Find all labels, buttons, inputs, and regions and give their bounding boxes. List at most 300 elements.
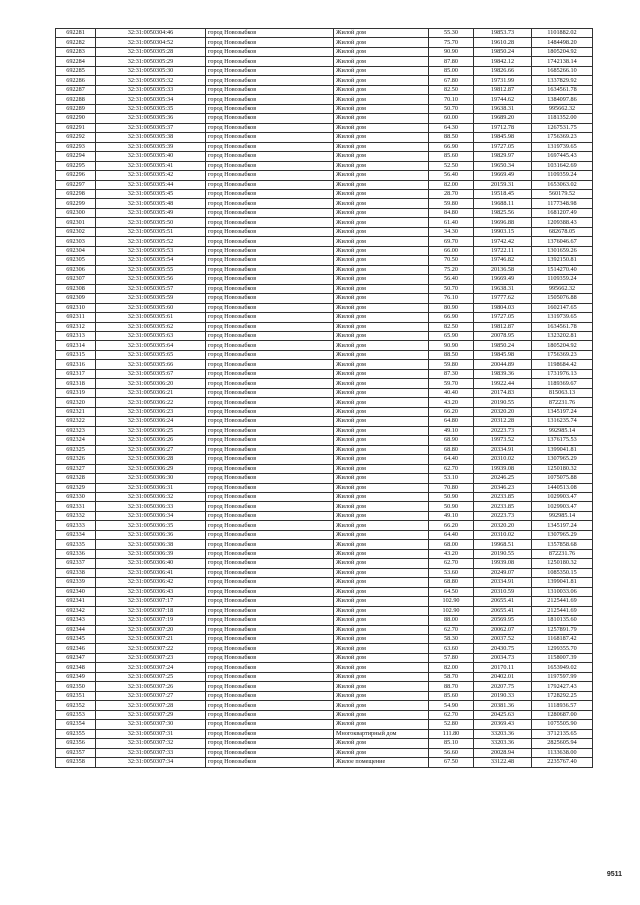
area-cell: 87.80 bbox=[429, 57, 474, 66]
object-type-cell: Жилой дом bbox=[334, 502, 429, 511]
object-type-cell: Жилой дом bbox=[334, 275, 429, 284]
unit-value-cell: 19722.11 bbox=[474, 246, 532, 255]
unit-value-cell: 19922.44 bbox=[474, 379, 532, 388]
object-type-cell: Жилой дом bbox=[334, 455, 429, 464]
area-cell: 67.80 bbox=[429, 76, 474, 85]
row-number-cell: 692348 bbox=[56, 663, 96, 672]
location-cell: город Новозыбков bbox=[206, 104, 334, 113]
object-type-cell: Жилой дом bbox=[334, 407, 429, 416]
unit-value-cell: 19850.24 bbox=[474, 341, 532, 350]
location-cell: город Новозыбков bbox=[206, 710, 334, 719]
cadastral-number-cell: 32:31:0050306:34 bbox=[96, 511, 206, 520]
cadastral-number-cell: 32:31:0050306:41 bbox=[96, 568, 206, 577]
table-row bbox=[56, 29, 593, 38]
location-cell: город Новозыбков bbox=[206, 691, 334, 700]
area-cell: 85.10 bbox=[429, 739, 474, 748]
cadastral-number-cell: 32:31:0050307:25 bbox=[96, 672, 206, 681]
location-cell: город Новозыбков bbox=[206, 616, 334, 625]
unit-value-cell: 19669.49 bbox=[474, 275, 532, 284]
unit-value-cell: 20170.11 bbox=[474, 663, 532, 672]
object-type-cell: Жилой дом bbox=[334, 625, 429, 634]
table-row bbox=[56, 729, 593, 738]
row-number-cell: 692329 bbox=[56, 483, 96, 492]
cadastral-number-cell: 32:31:0050305:40 bbox=[96, 152, 206, 161]
unit-value-cell: 19804.03 bbox=[474, 303, 532, 312]
object-type-cell: Жилой дом bbox=[334, 95, 429, 104]
table-row bbox=[56, 66, 593, 75]
location-cell: город Новозыбков bbox=[206, 341, 334, 350]
object-type-cell: Жилой дом bbox=[334, 171, 429, 180]
area-cell: 88.50 bbox=[429, 133, 474, 142]
object-type-cell: Жилой дом bbox=[334, 208, 429, 217]
location-cell: город Новозыбков bbox=[206, 398, 334, 407]
location-cell: город Новозыбков bbox=[206, 464, 334, 473]
unit-value-cell: 20034.73 bbox=[474, 653, 532, 662]
unit-value-cell: 20320.20 bbox=[474, 521, 532, 530]
row-number-cell: 692327 bbox=[56, 464, 96, 473]
table-row bbox=[56, 587, 593, 596]
table-row bbox=[56, 171, 593, 180]
row-number-cell: 692294 bbox=[56, 152, 96, 161]
location-cell: город Новозыбков bbox=[206, 29, 334, 38]
object-type-cell: Жилой дом bbox=[334, 521, 429, 530]
unit-value-cell: 20312.28 bbox=[474, 417, 532, 426]
cadastral-value-cell: 1250180.32 bbox=[532, 464, 593, 473]
row-number-cell: 692350 bbox=[56, 682, 96, 691]
row-number-cell: 692340 bbox=[56, 587, 96, 596]
area-cell: 28.70 bbox=[429, 189, 474, 198]
table-row bbox=[56, 114, 593, 123]
cadastral-value-cell: 1653063.02 bbox=[532, 180, 593, 189]
area-cell: 43.20 bbox=[429, 549, 474, 558]
cadastral-number-cell: 32:31:0050307:28 bbox=[96, 701, 206, 710]
unit-value-cell: 19845.98 bbox=[474, 350, 532, 359]
cadastral-value-cell: 2825605.94 bbox=[532, 739, 593, 748]
unit-value-cell: 19825.56 bbox=[474, 208, 532, 217]
object-type-cell: Жилой дом bbox=[334, 218, 429, 227]
row-number-cell: 692283 bbox=[56, 47, 96, 56]
row-number-cell: 692302 bbox=[56, 227, 96, 236]
location-cell: город Новозыбков bbox=[206, 729, 334, 738]
cadastral-value-cell: 560179.52 bbox=[532, 189, 593, 198]
cadastral-number-cell: 32:31:0050305:33 bbox=[96, 85, 206, 94]
cadastral-number-cell: 32:31:0050307:27 bbox=[96, 691, 206, 700]
cadastral-number-cell: 32:31:0050307:30 bbox=[96, 720, 206, 729]
table-row bbox=[56, 644, 593, 653]
unit-value-cell: 19688.11 bbox=[474, 199, 532, 208]
cadastral-value-cell: 1299355.70 bbox=[532, 644, 593, 653]
cadastral-number-cell: 32:31:0050307:24 bbox=[96, 663, 206, 672]
object-type-cell: Жилой дом bbox=[334, 597, 429, 606]
unit-value-cell: 20207.75 bbox=[474, 682, 532, 691]
object-type-cell: Жилое помещение bbox=[334, 758, 429, 767]
table-row bbox=[56, 559, 593, 568]
cadastral-number-cell: 32:31:0050306:30 bbox=[96, 474, 206, 483]
row-number-cell: 692282 bbox=[56, 38, 96, 47]
location-cell: город Новозыбков bbox=[206, 663, 334, 672]
area-cell: 64.50 bbox=[429, 587, 474, 596]
row-number-cell: 692307 bbox=[56, 275, 96, 284]
cadastral-number-cell: 32:31:0050305:42 bbox=[96, 171, 206, 180]
page-number: 9511 bbox=[606, 871, 622, 878]
object-type-cell: Жилой дом bbox=[334, 369, 429, 378]
area-cell: 111.80 bbox=[429, 729, 474, 738]
document-table-container bbox=[55, 28, 592, 768]
cadastral-number-cell: 32:31:0050307:20 bbox=[96, 625, 206, 634]
unit-value-cell: 20223.73 bbox=[474, 426, 532, 435]
location-cell: город Новозыбков bbox=[206, 133, 334, 142]
row-number-cell: 692305 bbox=[56, 256, 96, 265]
row-number-cell: 692285 bbox=[56, 66, 96, 75]
cadastral-number-cell: 32:31:0050305:54 bbox=[96, 256, 206, 265]
area-cell: 66.90 bbox=[429, 313, 474, 322]
table-row bbox=[56, 758, 593, 767]
cadastral-number-cell: 32:31:0050307:26 bbox=[96, 682, 206, 691]
row-number-cell: 692318 bbox=[56, 379, 96, 388]
object-type-cell: Жилой дом bbox=[334, 237, 429, 246]
table-row bbox=[56, 256, 593, 265]
location-cell: город Новозыбков bbox=[206, 57, 334, 66]
cadastral-number-cell: 32:31:0050306:25 bbox=[96, 426, 206, 435]
location-cell: город Новозыбков bbox=[206, 47, 334, 56]
table-row bbox=[56, 265, 593, 274]
location-cell: город Новозыбков bbox=[206, 426, 334, 435]
cadastral-value-cell: 1158007.39 bbox=[532, 653, 593, 662]
area-cell: 66.20 bbox=[429, 407, 474, 416]
cadastral-value-cell: 1031642.69 bbox=[532, 161, 593, 170]
table-row bbox=[56, 76, 593, 85]
table-row bbox=[56, 341, 593, 350]
row-number-cell: 692330 bbox=[56, 492, 96, 501]
cadastral-number-cell: 32:31:0050305:51 bbox=[96, 227, 206, 236]
cadastral-number-cell: 32:31:0050306:29 bbox=[96, 464, 206, 473]
object-type-cell: Жилой дом bbox=[334, 133, 429, 142]
cadastral-number-cell: 32:31:0050307:19 bbox=[96, 616, 206, 625]
cadastral-number-cell: 32:31:0050306:38 bbox=[96, 540, 206, 549]
unit-value-cell: 19518.45 bbox=[474, 189, 532, 198]
table-row bbox=[56, 616, 593, 625]
table-row bbox=[56, 322, 593, 331]
cadastral-number-cell: 32:31:0050306:28 bbox=[96, 455, 206, 464]
location-cell: город Новозыбков bbox=[206, 625, 334, 634]
cadastral-value-cell: 2125441.69 bbox=[532, 597, 593, 606]
cadastral-number-cell: 32:31:0050306:36 bbox=[96, 530, 206, 539]
cadastral-number-cell: 32:31:0050306:42 bbox=[96, 578, 206, 587]
row-number-cell: 692298 bbox=[56, 189, 96, 198]
location-cell: город Новозыбков bbox=[206, 720, 334, 729]
unit-value-cell: 20334.91 bbox=[474, 578, 532, 587]
area-cell: 50.70 bbox=[429, 104, 474, 113]
object-type-cell: Жилой дом bbox=[334, 322, 429, 331]
table-row bbox=[56, 47, 593, 56]
area-cell: 70.80 bbox=[429, 483, 474, 492]
unit-value-cell: 20369.43 bbox=[474, 720, 532, 729]
cadastral-value-cell: 1484498.20 bbox=[532, 38, 593, 47]
object-type-cell: Жилой дом bbox=[334, 739, 429, 748]
location-cell: город Новозыбков bbox=[206, 748, 334, 757]
cadastral-number-cell: 32:31:0050304:52 bbox=[96, 38, 206, 47]
location-cell: город Новозыбков bbox=[206, 350, 334, 359]
object-type-cell: Жилой дом bbox=[334, 417, 429, 426]
cadastral-number-cell: 32:31:0050305:59 bbox=[96, 294, 206, 303]
cadastral-value-cell: 815063.13 bbox=[532, 388, 593, 397]
location-cell: город Новозыбков bbox=[206, 76, 334, 85]
cadastral-number-cell: 32:31:0050306:39 bbox=[96, 549, 206, 558]
row-number-cell: 692322 bbox=[56, 417, 96, 426]
table-row bbox=[56, 133, 593, 142]
object-type-cell: Жилой дом bbox=[334, 616, 429, 625]
object-type-cell: Жилой дом bbox=[334, 682, 429, 691]
table-row bbox=[56, 445, 593, 454]
cadastral-value-cell: 1376175.53 bbox=[532, 436, 593, 445]
cadastral-number-cell: 32:31:0050305:49 bbox=[96, 208, 206, 217]
table-row bbox=[56, 189, 593, 198]
area-cell: 84.80 bbox=[429, 208, 474, 217]
unit-value-cell: 20310.59 bbox=[474, 587, 532, 596]
unit-value-cell: 19712.78 bbox=[474, 123, 532, 132]
table-row bbox=[56, 720, 593, 729]
area-cell: 40.40 bbox=[429, 388, 474, 397]
table-row bbox=[56, 578, 593, 587]
area-cell: 49.10 bbox=[429, 511, 474, 520]
object-type-cell: Жилой дом bbox=[334, 284, 429, 293]
row-number-cell: 692314 bbox=[56, 341, 96, 350]
row-number-cell: 692335 bbox=[56, 540, 96, 549]
cadastral-value-cell: 1681207.49 bbox=[532, 208, 593, 217]
row-number-cell: 692358 bbox=[56, 758, 96, 767]
row-number-cell: 692324 bbox=[56, 436, 96, 445]
table-row bbox=[56, 369, 593, 378]
row-number-cell: 692286 bbox=[56, 76, 96, 85]
cadastral-value-cell: 1376046.67 bbox=[532, 237, 593, 246]
row-number-cell: 692293 bbox=[56, 142, 96, 151]
object-type-cell: Жилой дом bbox=[334, 549, 429, 558]
location-cell: город Новозыбков bbox=[206, 455, 334, 464]
table-row bbox=[56, 152, 593, 161]
unit-value-cell: 20430.75 bbox=[474, 644, 532, 653]
cadastral-value-cell: 1323202.81 bbox=[532, 332, 593, 341]
row-number-cell: 692308 bbox=[56, 284, 96, 293]
object-type-cell: Жилой дом bbox=[334, 360, 429, 369]
cadastral-number-cell: 32:31:0050304:46 bbox=[96, 29, 206, 38]
object-type-cell: Жилой дом bbox=[334, 587, 429, 596]
cadastral-value-cell: 992985.14 bbox=[532, 511, 593, 520]
unit-value-cell: 20655.41 bbox=[474, 606, 532, 615]
cadastral-number-cell: 32:31:0050305:52 bbox=[96, 237, 206, 246]
table-row bbox=[56, 38, 593, 47]
unit-value-cell: 20655.41 bbox=[474, 597, 532, 606]
object-type-cell: Жилой дом bbox=[334, 180, 429, 189]
cadastral-number-cell: 32:31:0050305:30 bbox=[96, 66, 206, 75]
unit-value-cell: 20044.89 bbox=[474, 360, 532, 369]
area-cell: 76.10 bbox=[429, 294, 474, 303]
area-cell: 62.70 bbox=[429, 710, 474, 719]
location-cell: город Новозыбков bbox=[206, 530, 334, 539]
row-number-cell: 692353 bbox=[56, 710, 96, 719]
unit-value-cell: 19973.52 bbox=[474, 436, 532, 445]
row-number-cell: 692355 bbox=[56, 729, 96, 738]
area-cell: 50.90 bbox=[429, 502, 474, 511]
row-number-cell: 692312 bbox=[56, 322, 96, 331]
cadastral-value-cell: 1250180.32 bbox=[532, 559, 593, 568]
table-row bbox=[56, 284, 593, 293]
row-number-cell: 692304 bbox=[56, 246, 96, 255]
object-type-cell: Жилой дом bbox=[334, 152, 429, 161]
cadastral-number-cell: 32:31:0050305:39 bbox=[96, 142, 206, 151]
object-type-cell: Жилой дом bbox=[334, 710, 429, 719]
area-cell: 66.20 bbox=[429, 521, 474, 530]
row-number-cell: 692347 bbox=[56, 653, 96, 662]
row-number-cell: 692338 bbox=[56, 568, 96, 577]
location-cell: город Новозыбков bbox=[206, 265, 334, 274]
cadastral-number-cell: 32:31:0050305:28 bbox=[96, 47, 206, 56]
location-cell: город Новозыбков bbox=[206, 161, 334, 170]
location-cell: город Новозыбков bbox=[206, 644, 334, 653]
cadastral-number-cell: 32:31:0050306:26 bbox=[96, 436, 206, 445]
unit-value-cell: 19746.82 bbox=[474, 256, 532, 265]
cadastral-value-cell: 1756369.23 bbox=[532, 350, 593, 359]
table-row bbox=[56, 350, 593, 359]
row-number-cell: 692284 bbox=[56, 57, 96, 66]
cadastral-number-cell: 32:31:0050306:35 bbox=[96, 521, 206, 530]
unit-value-cell: 20402.01 bbox=[474, 672, 532, 681]
unit-value-cell: 19939.08 bbox=[474, 464, 532, 473]
cadastral-number-cell: 32:31:0050306:40 bbox=[96, 559, 206, 568]
area-cell: 64.80 bbox=[429, 417, 474, 426]
table-row bbox=[56, 701, 593, 710]
cadastral-value-cell: 1307965.29 bbox=[532, 455, 593, 464]
unit-value-cell: 20310.02 bbox=[474, 455, 532, 464]
table-row bbox=[56, 474, 593, 483]
unit-value-cell: 33203.36 bbox=[474, 739, 532, 748]
cadastral-number-cell: 32:31:0050306:24 bbox=[96, 417, 206, 426]
cadastral-value-cell: 1075075.88 bbox=[532, 474, 593, 483]
location-cell: город Новозыбков bbox=[206, 474, 334, 483]
row-number-cell: 692289 bbox=[56, 104, 96, 113]
object-type-cell: Жилой дом bbox=[334, 445, 429, 454]
property-table bbox=[55, 28, 593, 768]
cadastral-number-cell: 32:31:0050305:53 bbox=[96, 246, 206, 255]
cadastral-number-cell: 32:31:0050307:21 bbox=[96, 635, 206, 644]
object-type-cell: Жилой дом bbox=[334, 47, 429, 56]
location-cell: город Новозыбков bbox=[206, 568, 334, 577]
object-type-cell: Жилой дом bbox=[334, 720, 429, 729]
table-row bbox=[56, 739, 593, 748]
unit-value-cell: 19638.31 bbox=[474, 284, 532, 293]
row-number-cell: 692323 bbox=[56, 426, 96, 435]
cadastral-number-cell: 32:31:0050305:61 bbox=[96, 313, 206, 322]
cadastral-number-cell: 32:31:0050305:66 bbox=[96, 360, 206, 369]
table-row bbox=[56, 360, 593, 369]
unit-value-cell: 19812.87 bbox=[474, 85, 532, 94]
cadastral-value-cell: 1805204.92 bbox=[532, 47, 593, 56]
area-cell: 90.90 bbox=[429, 47, 474, 56]
unit-value-cell: 19853.73 bbox=[474, 29, 532, 38]
cadastral-number-cell: 32:31:0050307:32 bbox=[96, 739, 206, 748]
cadastral-value-cell: 1181352.00 bbox=[532, 114, 593, 123]
object-type-cell: Жилой дом bbox=[334, 606, 429, 615]
cadastral-number-cell: 32:31:0050305:67 bbox=[96, 369, 206, 378]
area-cell: 82.50 bbox=[429, 322, 474, 331]
row-number-cell: 692287 bbox=[56, 85, 96, 94]
unit-value-cell: 20223.73 bbox=[474, 511, 532, 520]
location-cell: город Новозыбков bbox=[206, 38, 334, 47]
area-cell: 60.00 bbox=[429, 114, 474, 123]
table-row bbox=[56, 653, 593, 662]
table-row bbox=[56, 85, 593, 94]
location-cell: город Новозыбков bbox=[206, 739, 334, 748]
row-number-cell: 692281 bbox=[56, 29, 96, 38]
table-row bbox=[56, 275, 593, 284]
unit-value-cell: 19812.87 bbox=[474, 322, 532, 331]
cadastral-value-cell: 1810135.60 bbox=[532, 616, 593, 625]
location-cell: город Новозыбков bbox=[206, 95, 334, 104]
object-type-cell: Жилой дом bbox=[334, 38, 429, 47]
location-cell: город Новозыбков bbox=[206, 369, 334, 378]
area-cell: 68.80 bbox=[429, 578, 474, 587]
row-number-cell: 692301 bbox=[56, 218, 96, 227]
unit-value-cell: 19842.12 bbox=[474, 57, 532, 66]
cadastral-value-cell: 3712135.65 bbox=[532, 729, 593, 738]
object-type-cell: Жилой дом bbox=[334, 511, 429, 520]
area-cell: 58.70 bbox=[429, 672, 474, 681]
cadastral-number-cell: 32:31:0050305:38 bbox=[96, 133, 206, 142]
area-cell: 63.60 bbox=[429, 644, 474, 653]
row-number-cell: 692292 bbox=[56, 133, 96, 142]
cadastral-number-cell: 32:31:0050306:33 bbox=[96, 502, 206, 511]
table-row bbox=[56, 436, 593, 445]
table-body bbox=[56, 29, 593, 768]
unit-value-cell: 19968.51 bbox=[474, 540, 532, 549]
object-type-cell: Жилой дом bbox=[334, 332, 429, 341]
location-cell: город Новозыбков bbox=[206, 521, 334, 530]
cadastral-number-cell: 32:31:0050306:32 bbox=[96, 492, 206, 501]
cadastral-value-cell: 1168187.42 bbox=[532, 635, 593, 644]
table-row bbox=[56, 426, 593, 435]
cadastral-value-cell: 1257891.79 bbox=[532, 625, 593, 634]
row-number-cell: 692342 bbox=[56, 606, 96, 615]
row-number-cell: 692354 bbox=[56, 720, 96, 729]
area-cell: 56.40 bbox=[429, 275, 474, 284]
area-cell: 57.80 bbox=[429, 653, 474, 662]
object-type-cell: Жилой дом bbox=[334, 76, 429, 85]
row-number-cell: 692321 bbox=[56, 407, 96, 416]
unit-value-cell: 20233.85 bbox=[474, 492, 532, 501]
location-cell: город Новозыбков bbox=[206, 436, 334, 445]
table-row bbox=[56, 208, 593, 217]
area-cell: 66.90 bbox=[429, 142, 474, 151]
area-cell: 64.40 bbox=[429, 530, 474, 539]
object-type-cell: Жилой дом bbox=[334, 568, 429, 577]
row-number-cell: 692352 bbox=[56, 701, 96, 710]
cadastral-value-cell: 1756369.23 bbox=[532, 133, 593, 142]
location-cell: город Новозыбков bbox=[206, 549, 334, 558]
location-cell: город Новозыбков bbox=[206, 294, 334, 303]
table-row bbox=[56, 568, 593, 577]
unit-value-cell: 20334.91 bbox=[474, 445, 532, 454]
cadastral-number-cell: 32:31:0050305:35 bbox=[96, 104, 206, 113]
table-row bbox=[56, 625, 593, 634]
unit-value-cell: 20159.31 bbox=[474, 180, 532, 189]
cadastral-number-cell: 32:31:0050305:44 bbox=[96, 180, 206, 189]
row-number-cell: 692345 bbox=[56, 635, 96, 644]
area-cell: 75.70 bbox=[429, 38, 474, 47]
table-row bbox=[56, 710, 593, 719]
unit-value-cell: 19845.98 bbox=[474, 133, 532, 142]
cadastral-number-cell: 32:31:0050307:23 bbox=[96, 653, 206, 662]
table-row bbox=[56, 606, 593, 615]
object-type-cell: Жилой дом bbox=[334, 663, 429, 672]
